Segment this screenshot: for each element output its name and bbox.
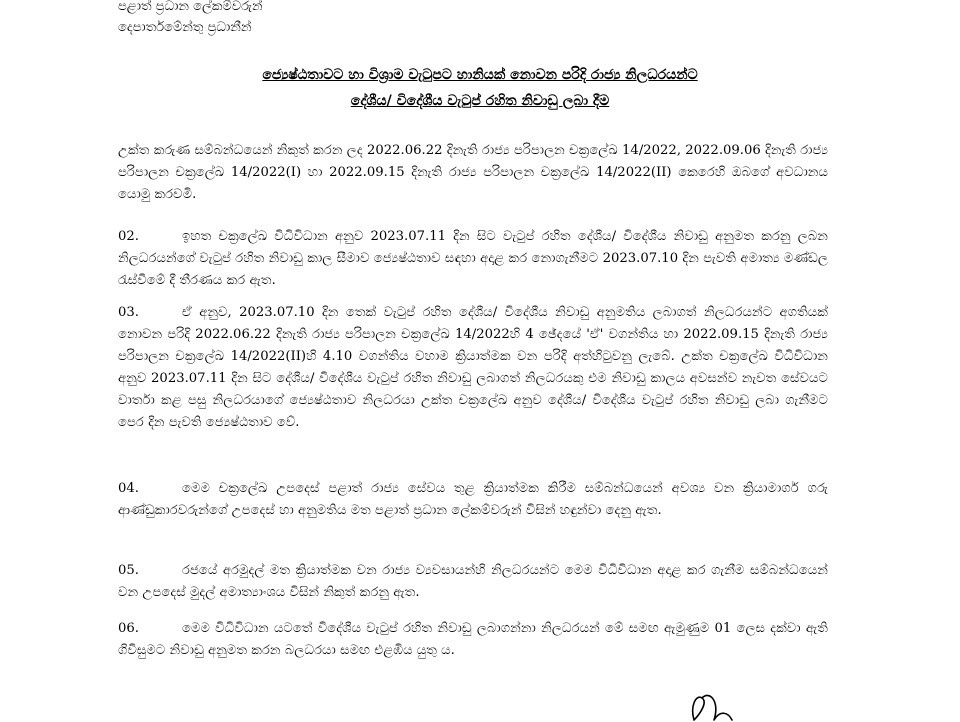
paragraph-text: රජයේ අරමුදල් මත ක්‍රියාත්මක වන රාජ්‍ය ව්‍යවසායන්හි නිලධරයන්ට මෙම විධිවිධාන අදාළ කර ගැනීම සම්බන්ධයෙන් වන උපදෙස් මුදල් අමාත්‍යාංශය විසින් නිකුත් කරනු ඇත. [118,563,828,600]
title-line-2: දේශීය/ විදේශීය වැටුප් රහිත නිවාඩු ලබා දීම [350,93,610,109]
paragraph-text: ඉහත චක්‍රලේඛ විධිවිධාන අනුව 2023.07.11 දින සිට වැටුප් රහිත දේශීය/ විදේශීය නිවාඩු අනුමත කරනු ලබන නිලධරයන්ගේ වැටුප් රහිත නිවාඩු කාල සීමාව ජ්‍යෙෂ්ඨතාව සඳහා අදාළ කර නොගැනීමට 2023.07.10 දින පැවති අමාත්‍ය මණ්ඩල රැස්වීමේ දී තීරණය කර ඇත. [118,229,828,288]
paragraph-05 [118,560,828,604]
paragraph-intro [118,140,828,206]
paragraph-03 [118,302,828,434]
paragraph-number: 04. [118,481,139,496]
paragraph-number: 02. [118,229,139,244]
paragraph-text: මෙම චක්‍රලේඛ උපදෙස් පළාත් රාජ්‍ය සේවය තුළ ක්‍රියාත්මක කිරීම සම්බන්ධයෙන් අවශ්‍ය වන ක්‍රියාමාර්ග ගරු ආණ්ඩුකාරවරුන්ගේ උපදෙස් හා අනුමතිය මත පළාත් ප්‍රධාන ලේකම්වරුන් විසින් හඳුන්වා දෙනු ඇත. [118,481,828,518]
signature-mark [680,682,740,722]
paragraph-number: 05. [118,563,139,578]
title-line-1: ජ්‍යෙෂ්ඨතාවට හා විශ්‍රාම වැටුපට හානියක් නොවන පරිදි රාජ්‍ය නිලධරයන්ට [262,67,698,83]
paragraph-04 [118,478,828,522]
paragraph-text: ඒ අනුව, 2023.07.10 දින තෙක් වැටුප් රහිත දේශීය/ විදේශීය නිවාඩු අනුමතිය ලබාගත් නිලධරයන්ට අගතියක් නොවන පරිදි 2022.06.22 දිනැති රාජ්‍ය පරිපාලන චක්‍රලේඛ 14/2022හි 4 ඡේදයේ 'ඒ' වගන්තිය හා 2022.09.15 දිනැති රාජ්‍ය පරිපාලන චක්‍රලේඛ 14/2022(II)හි 4.10 වගන්තිය වහාම ක්‍රියාත්මක වන පරිදි අත්හිටුවනු ලැබේ. උක්ත චක්‍රලේඛ විධිවිධාන අනුව 2023.07.11 දින සිට දේශීය/ විදේශීය වැටුප් රහිත නිවාඩු ලබාගත් නිලධරයකු එම නිවාඩු කාලය අවසන්ව නැවත සේවයට වාර්තා කළ පසු නිලධරයාගේ ජ්‍යෙෂ්ඨතාව නිලධරයා උක්ත චක්‍රලේඛ අනුව දේශීය/ විදේශීය වැටුප් රහිත නිවාඩු ලබා ගැනීමට පෙර දින පැවති ජ්‍යෙෂ්ඨතාව වේ. [118,305,828,430]
addressee-line-2: දෙපාර්තමේන්තු ප්‍රධානීන් [118,20,252,35]
addressee-line-1: පළාත් ප්‍රධාන ලේකම්වරුන් [118,0,263,14]
paragraph-number: 06. [118,621,139,636]
paragraph-number: 03. [118,305,139,320]
paragraph-02 [118,226,828,292]
paragraph-text: උක්ත කරුණ සම්බන්ධයෙන් නිකුත් කරන ලද 2022.06.22 දිනැති රාජ්‍ය පරිපාලන චක්‍රලේඛ 14/2022, 2022.09.06 දිනැති රාජ්‍ය පරිපාලන චක්‍රලේඛ 14/2022(I) හා 2022.09.15 දිනැති රාජ්‍ය පරිපාලන චක්‍රලේඛ 14/2022(II) කෙරෙහි ඔබගේ අවධානය යොමු කරවමි. [118,143,828,202]
paragraph-text: මෙම විධිවිධාන යටතේ විදේශීය වැටුප් රහිත නිවාඩු ලබාගන්නා නිලධරයන් මේ සමඟ ඇමුණුම 01 ලෙස දක්වා ඇති ගිවිසුමට නිවාඩු අනුමත කරන බලධරයා සමඟ එළඹිය යුතු ය. [118,621,828,658]
paragraph-06 [118,618,828,662]
document-title [150,62,810,114]
